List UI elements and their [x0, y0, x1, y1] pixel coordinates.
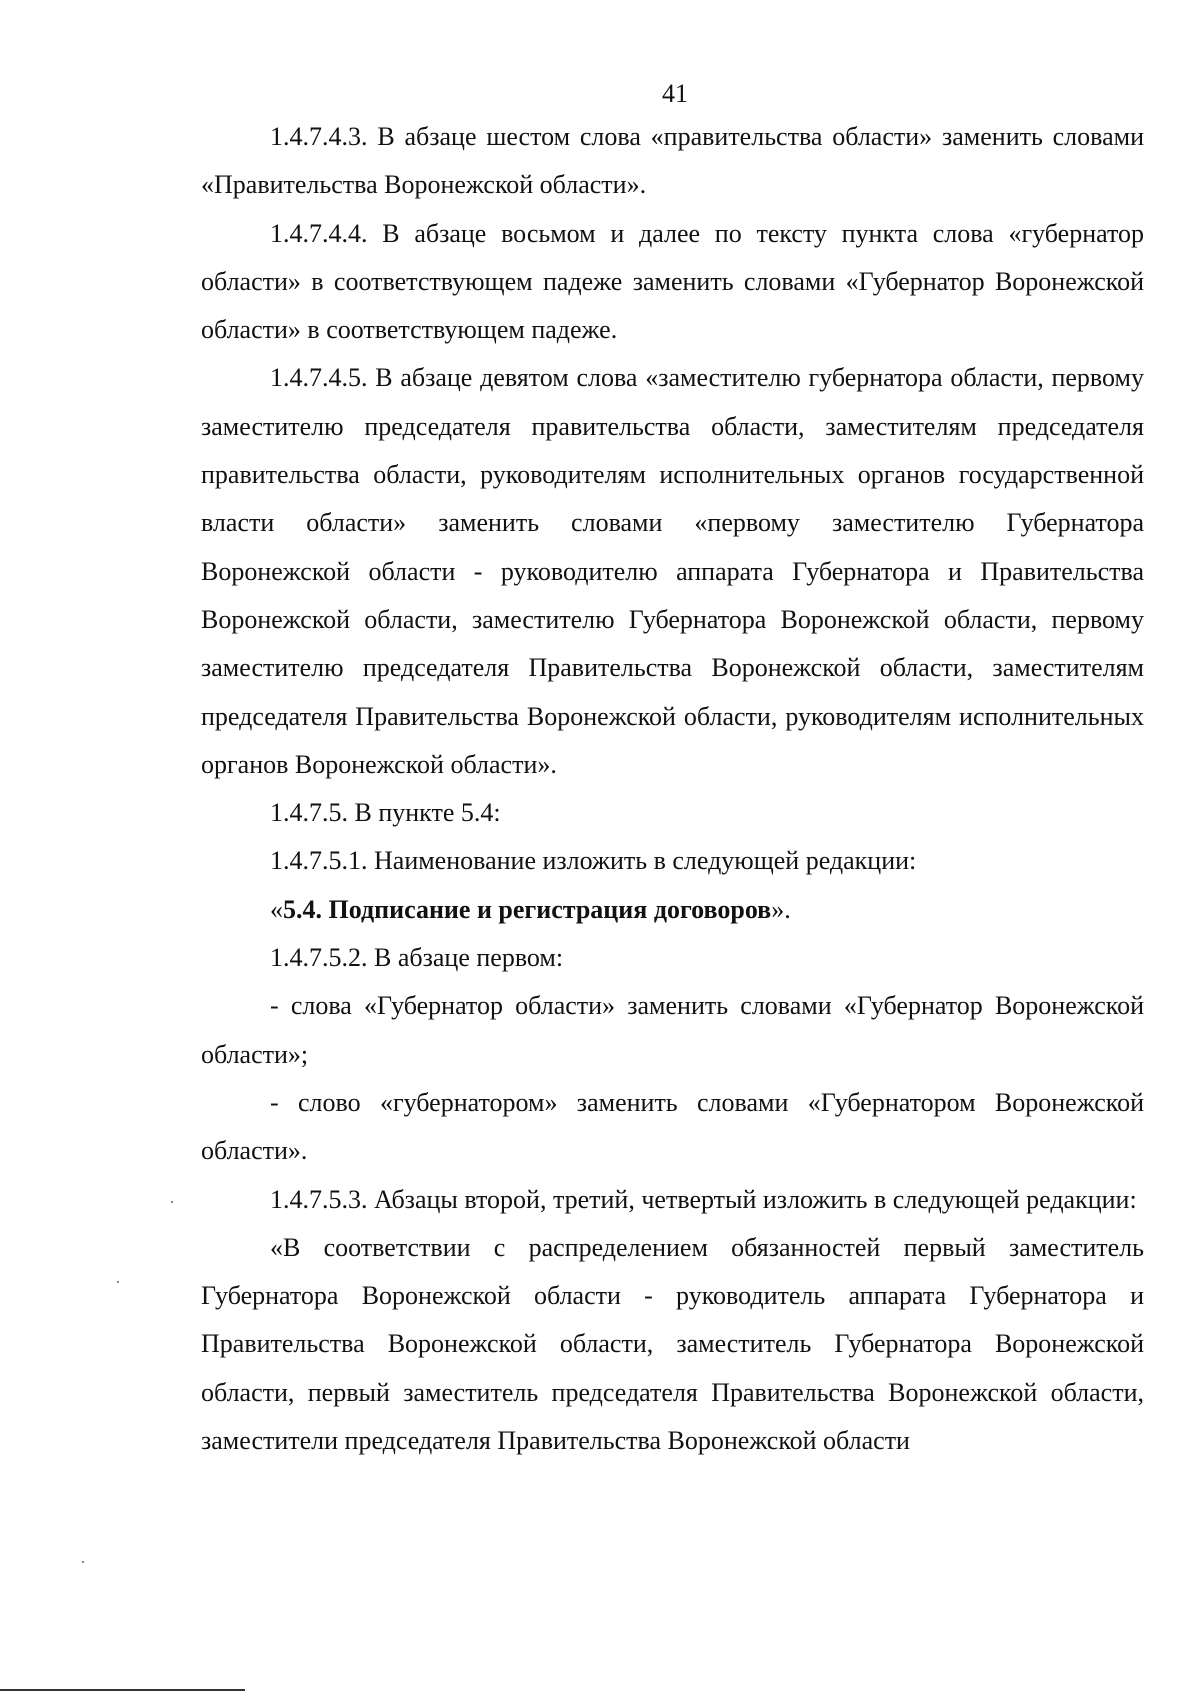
paragraph-1-4-7-4-4: 1.4.7.4.4. В абзаце восьмом и далее по тексту пункта слова «губернатор области» в соответствующем падеже заменить словами «Губернатор Воронежской области» в соответствующем падеже. — [201, 218, 1144, 345]
list-item-dash-1: - слова «Губернатор области» заменить словами «Губернатор Воронежской области»; — [201, 991, 1144, 1069]
page-number: 41 — [662, 79, 688, 108]
paragraph-1-4-7-5: 1.4.7.5. В пункте 5.4: — [270, 798, 501, 828]
footer-rule — [0, 1689, 245, 1691]
scan-speck — [117, 1281, 119, 1283]
paragraph-1-4-7-4-5: 1.4.7.4.5. В абзаце девятом слова «заместителю губернатора области, первому заместителю председателя правительства области, заместителям председателя правительства области, руководителям исполнительных органов государственной власти области» заменить словами «первому заместителю Губернатора Воронежской области - руководителю аппарата Губернатора и Правительства Воронежской области, заместителю Губернатора Воронежской области, первому заместителю председателя Правительства Воронежской области, заместителям председателя Правительства Воронежской области, руководителям исполнительных органов Воронежской области». — [201, 363, 1144, 779]
scan-speck — [171, 1201, 173, 1203]
heading-open-quote: « — [270, 894, 283, 924]
heading-bold-text: 5.4. Подписание и регистрация договоров — [283, 894, 772, 924]
paragraph-1-4-7-5-1: 1.4.7.5.1. Наименование изложить в следующей редакции: — [270, 846, 917, 876]
list-item-dash-2: - слово «губернатором» заменить словами «Губернатором Воронежской области». — [201, 1087, 1144, 1166]
paragraph-1-4-7-5-2: 1.4.7.5.2. В абзаце первом: — [270, 943, 564, 973]
document-body — [201, 113, 1144, 1465]
paragraph-section-heading — [201, 886, 1144, 934]
paragraph-1-4-7-5-3: 1.4.7.5.3. Абзацы второй, третий, четвертый изложить в следующей редакции: — [270, 1184, 1137, 1214]
paragraph-1-4-7-4-3: 1.4.7.4.3. В абзаце шестом слова «правительства области» заменить словами «Правительства Воронежской области». — [201, 122, 1144, 200]
scan-speck — [82, 1561, 84, 1563]
paragraph-quoted-text: «В соответствии с распределением обязанностей первый заместитель Губернатора Воронежской области - руководитель аппарата Губернатора и Правительства Воронежской области, заместитель Губернатора Воронежской области, первый заместитель председателя Правительства Воронежской области, заместители председателя Правительства Воронежской области — [201, 1232, 1144, 1456]
heading-close-quote: ». — [771, 894, 791, 924]
